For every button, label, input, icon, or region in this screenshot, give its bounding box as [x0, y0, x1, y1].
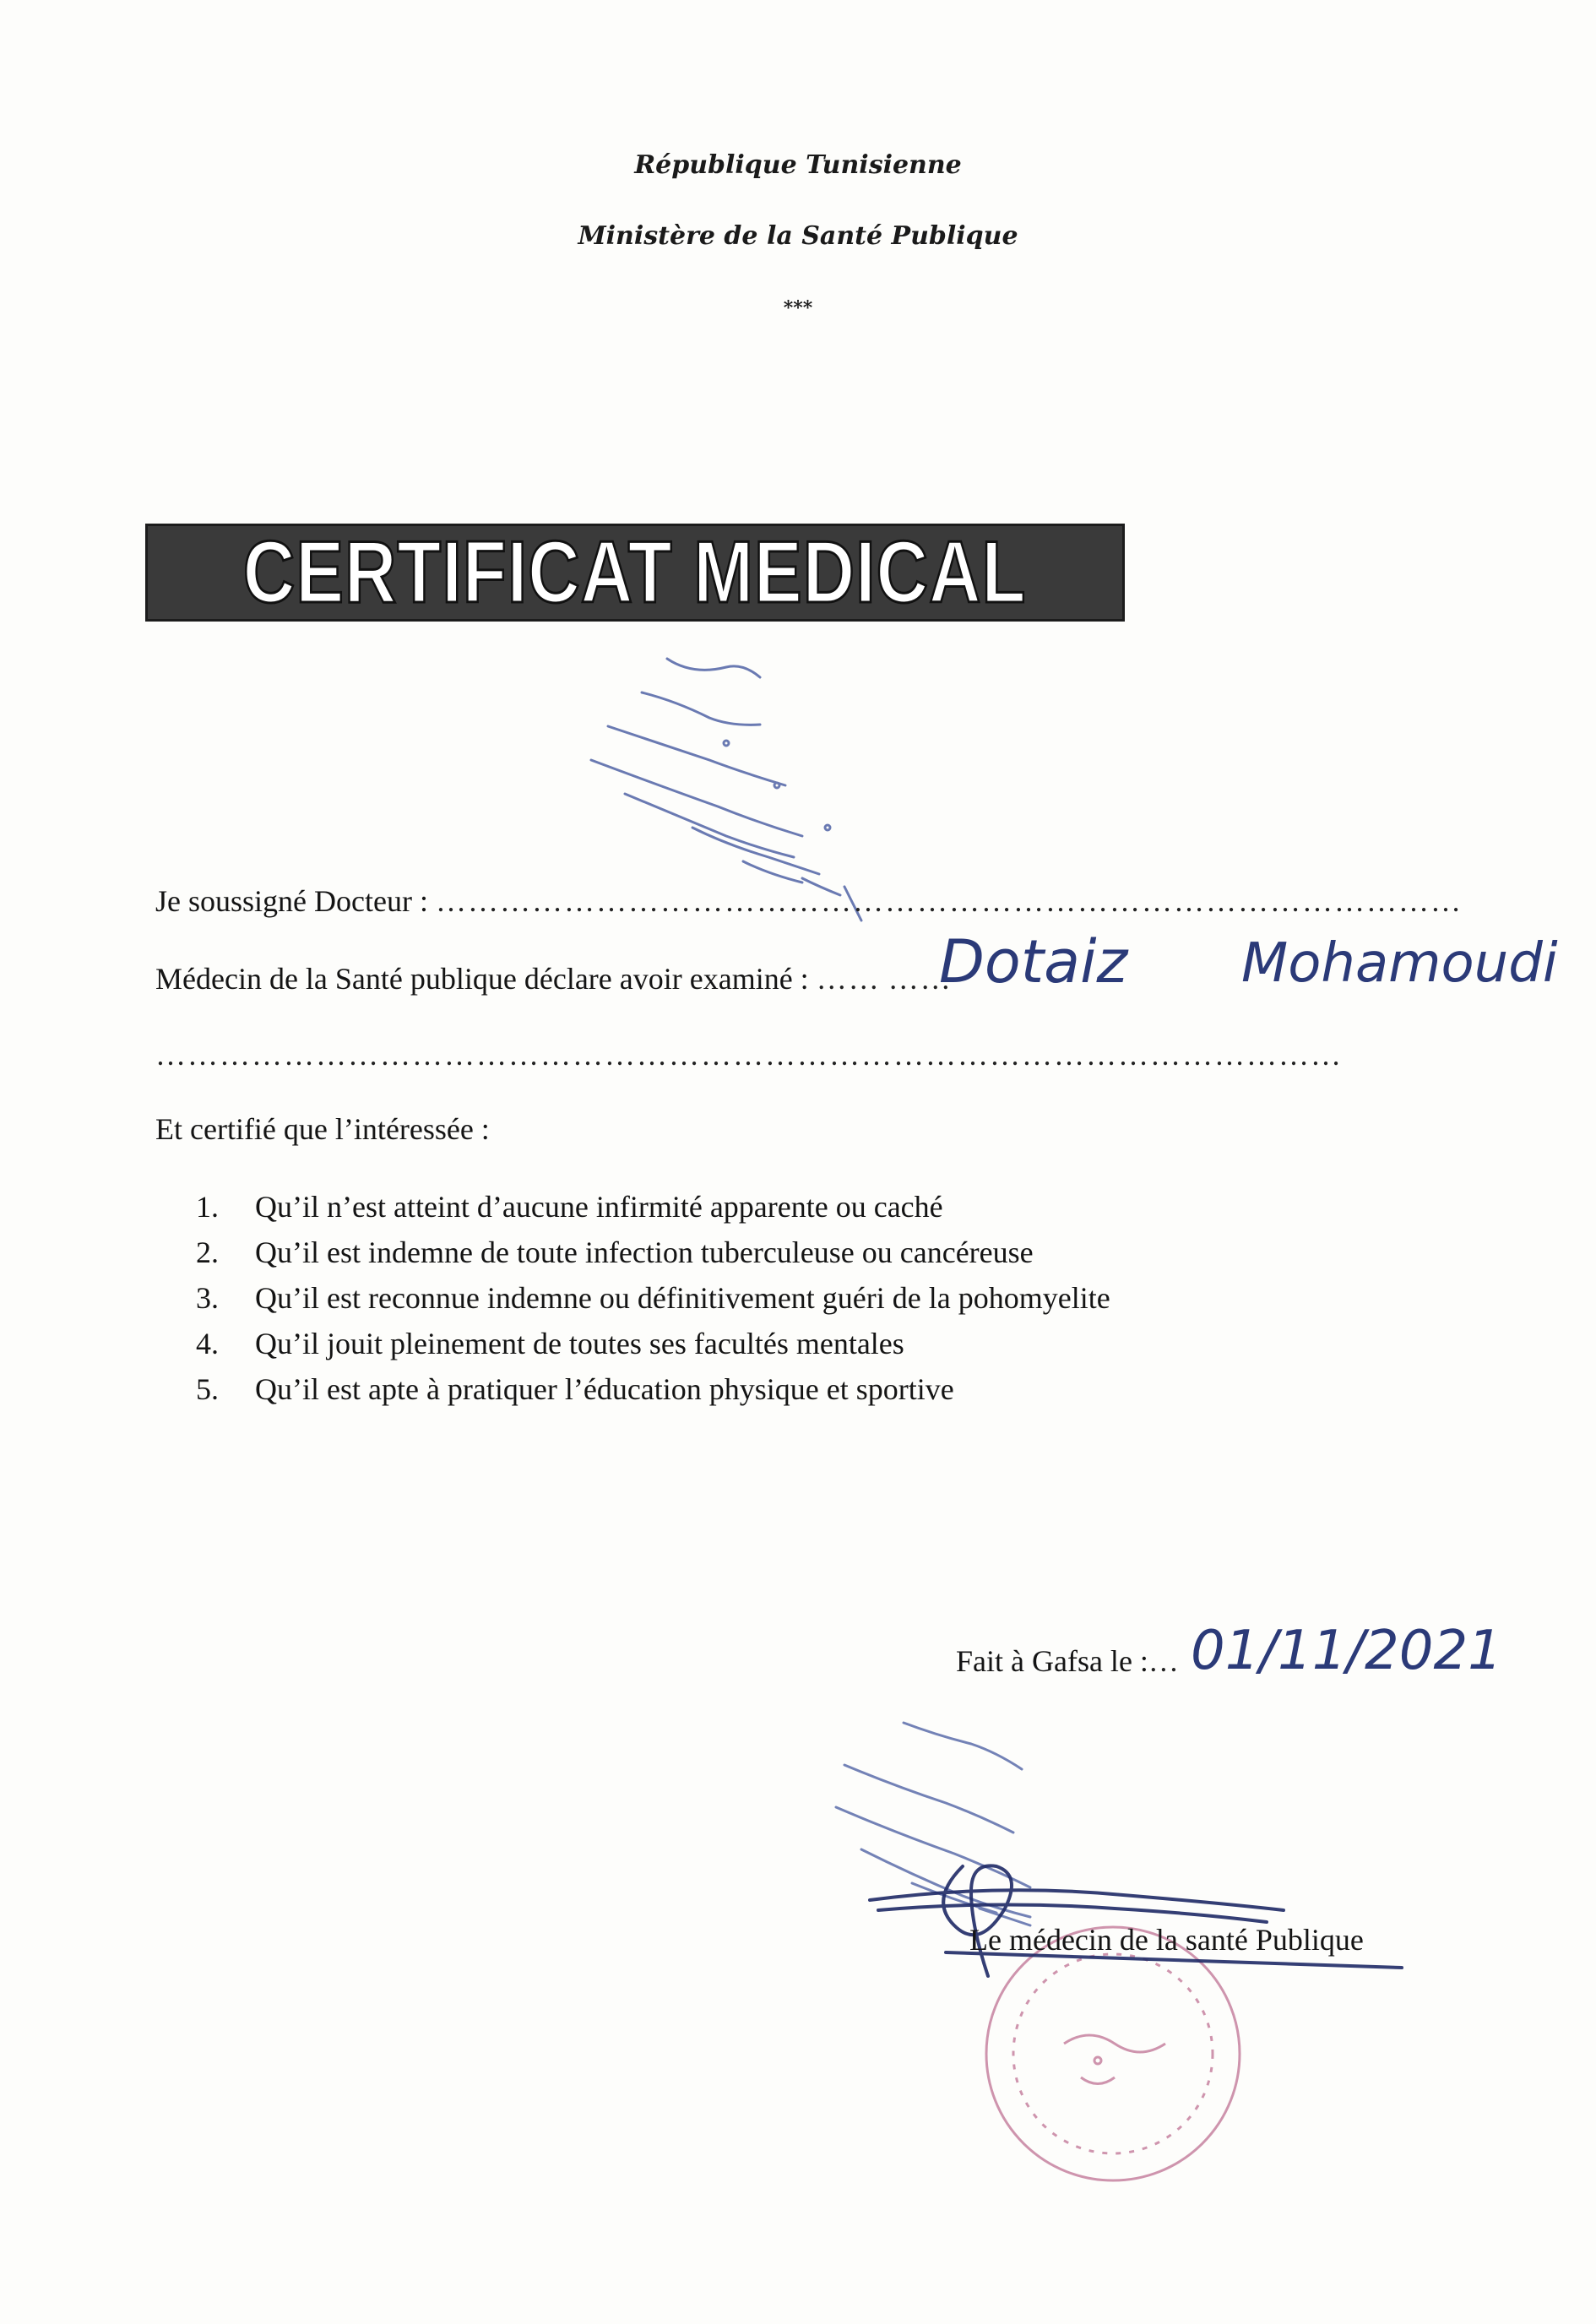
republic-heading: République Tunisienne: [634, 150, 962, 180]
place-date-label: Fait à Gafsa le :: [956, 1644, 1148, 1678]
ministry-heading: Ministère de la Santé Publique: [578, 221, 1018, 251]
header-separator: ***: [783, 297, 813, 319]
continuation-dots: …………………………………………………………………………………………………: [155, 1038, 1343, 1072]
certifies-heading: Et certifié que l’intéressée :: [155, 1112, 490, 1146]
examined-field: [155, 961, 953, 996]
continuation-field: [155, 1037, 1343, 1072]
place-date-dots: …: [1148, 1644, 1181, 1678]
doctor-dots: ……………………………………………………………………………………: [435, 884, 1463, 918]
list-item: 2. Qu’il est indemne de toute infection tuberculeuse ou cancéreuse: [196, 1235, 1034, 1269]
list-item: 1. Qu’il n’est atteint d’aucune infirmité apparente ou caché: [196, 1190, 943, 1224]
patient-first-name: Dotaiz: [939, 927, 1128, 996]
patient-last-name: Mohamoudi: [1241, 932, 1558, 995]
handwritten-date: 01/11/2021: [1191, 1620, 1502, 1682]
examined-label: Médecin de la Santé publique déclare avoir examiné :: [155, 962, 809, 996]
examined-dots-2: ……: [888, 962, 953, 996]
document-title: CERTIFICAT MEDICAL: [243, 524, 1027, 622]
doctor-field: [155, 883, 1463, 919]
list-item: 4. Qu’il jouit pleinement de toutes ses facultés mentales: [196, 1327, 904, 1360]
conditions-list: [196, 1184, 1110, 1412]
list-item: 3. Qu’il est reconnue indemne ou définitivement guéri de la pohomyelite: [196, 1281, 1110, 1315]
list-item: 5. Qu’il est apte à pratiquer l’éducation physique et sportive: [196, 1372, 954, 1406]
examined-dots-1: ……: [816, 962, 881, 996]
title-banner: [145, 524, 1125, 622]
signature-caption: Le médecin de la santé Publique: [969, 1923, 1364, 1957]
place-date-field: [956, 1643, 1181, 1679]
doctor-label: Je soussigné Docteur :: [155, 884, 428, 918]
